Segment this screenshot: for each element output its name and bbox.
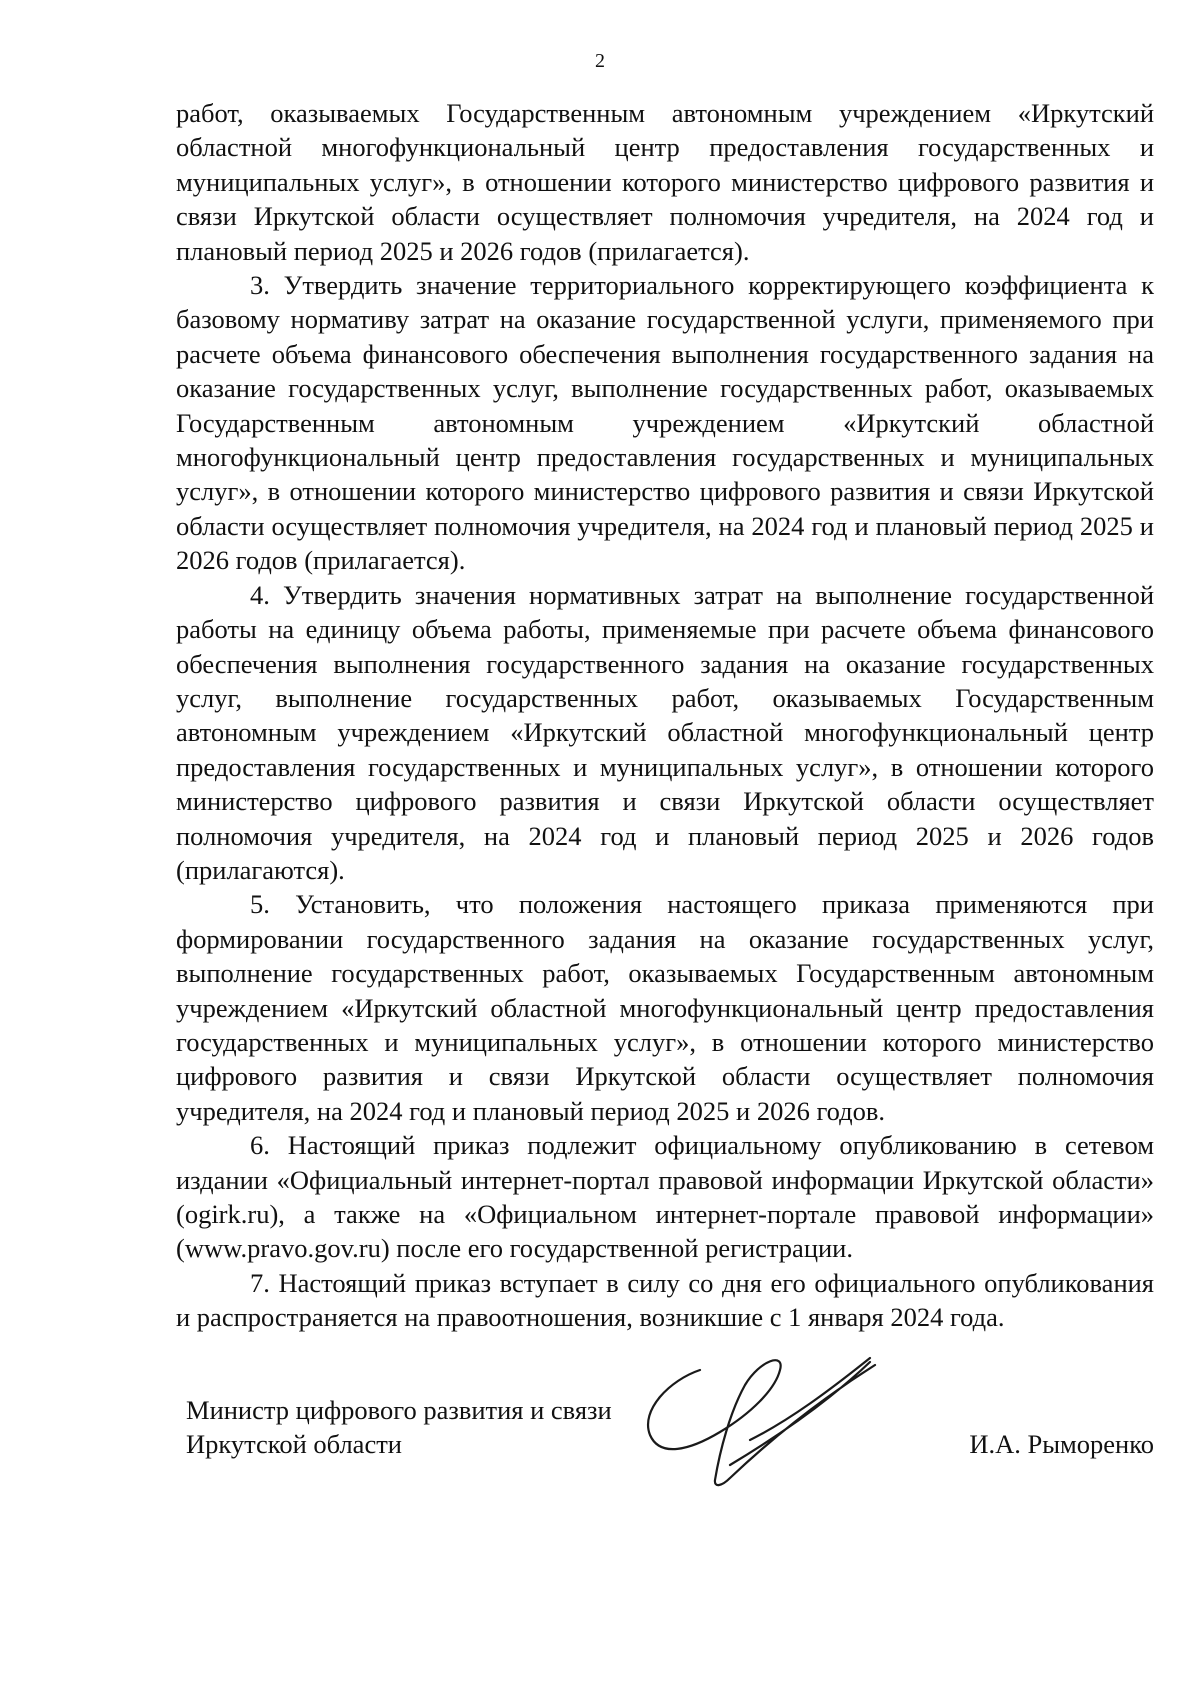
signer-title-line-2: Иркутской области [186, 1429, 402, 1459]
paragraph-item-3: 3. Утвердить значение территориального корректирующего коэффициента к базовому нормативу затрат на оказание государственной услуги, применяемого при расчете объема финансового обеспечения выполнения государственного задания на оказание государственных услуг, выполнение государственных работ, оказываемых Государственным автономным учреждением «Иркутский областной многофункциональный центр предоставления государственных и муниципальных услуг», в отношении которого министерство цифрового развития и связи Иркутской области осуществляет полномочия учредителя, на 2024 год и плановый период 2025 и 2026 годов (прилагается). [176, 270, 1154, 576]
paragraph-item-5: 5. Установить, что положения настоящего приказа применяются при формировании государственного задания на оказание государственных услуг, выполнение государственных работ, оказываемых Государственным автономным учреждением «Иркутский областной многофункциональный центр предоставления государственных и муниципальных услуг», в отношении которого министерство цифрового развития и связи Иркутской области осуществляет полномочия учредителя, на 2024 год и плановый период 2025 и 2026 годов. [176, 889, 1154, 1126]
document-body [176, 96, 1154, 1335]
handwritten-signature [630, 1340, 950, 1500]
signer-title [186, 1393, 656, 1461]
paragraph-item-7: 7. Настоящий приказ вступает в силу со дня его официального опубликования и распространяется на правоотношения, возникшие с 1 января 2024 года. [176, 1267, 1154, 1333]
paragraph-item-6: 6. Настоящий приказ подлежит официальному опубликованию в сетевом издании «Официальный интернет-портал правовой информации Иркутской области» (ogirk.ru), а также на «Официальном интернет-портале правовой информации» (www.pravo.gov.ru) после его государственной регистрации. [176, 1130, 1154, 1264]
signer-title-line-1: Министр цифрового развития и связи [186, 1395, 612, 1425]
signer-name: И.А. Рыморенко [969, 1429, 1154, 1459]
paragraph-item-4: 4. Утвердить значения нормативных затрат на выполнение государственной работы на единицу объема работы, применяемые при расчете объема финансового обеспечения выполнения государственного задания на оказание государственных услуг, выполнение государственных работ, оказываемых Государственным автономным учреждением «Иркутский областной многофункциональный центр предоставления государственных и муниципальных услуг», в отношении которого министерство цифрового развития и связи Иркутской области осуществляет полномочия учредителя, на 2024 год и плановый период 2025 и 2026 годов (прилагаются). [176, 579, 1154, 885]
page-number: 2 [595, 50, 605, 72]
paragraph-continuation: работ, оказываемых Государственным автономным учреждением «Иркутский областной многофункциональный центр предоставления государственных и муниципальных услуг», в отношении которого министерство цифрового развития и связи Иркутской области осуществляет полномочия учредителя, на 2024 год и плановый период 2025 и 2026 годов (прилагается). [176, 98, 1154, 266]
